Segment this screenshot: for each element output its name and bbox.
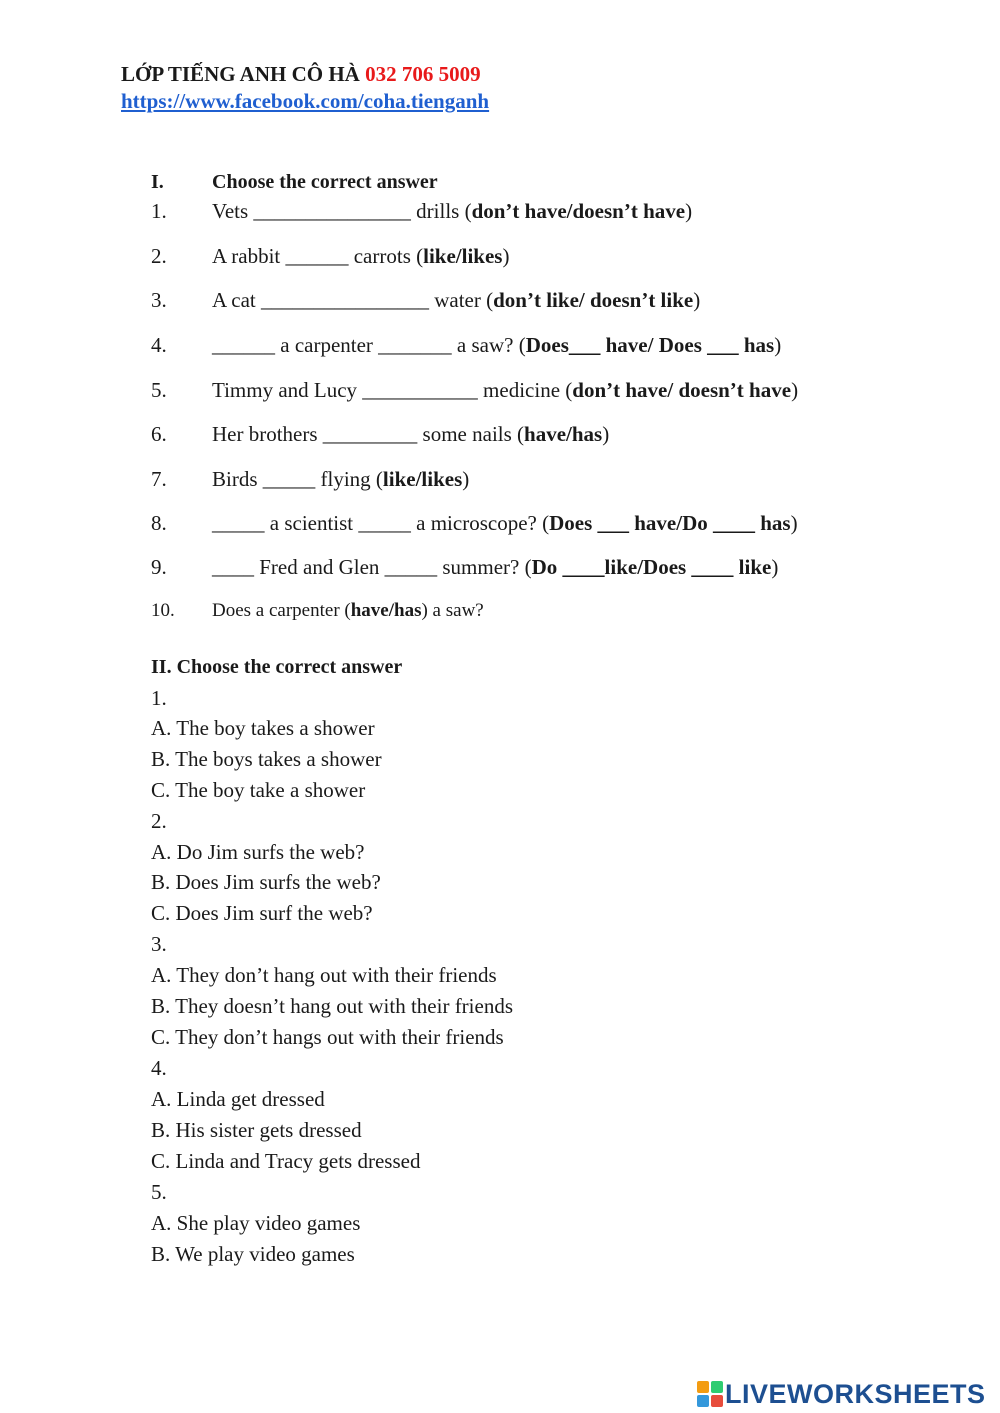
question-text-end: ) (774, 333, 782, 357)
question-text-end: ) a saw? (421, 600, 484, 621)
question-text-end: ) (693, 288, 701, 312)
question-text: Does a carpenter ( (212, 600, 351, 621)
question-row (151, 422, 609, 447)
question-number: 8. (151, 511, 167, 535)
mc-question-number: 4. (151, 1056, 167, 1080)
section-2-title: II. Choose the correct answer (151, 656, 403, 678)
question-options: like/likes (423, 244, 503, 268)
question-options: don’t have/ doesn’t have (572, 378, 792, 402)
question-number: 1. (151, 199, 167, 223)
question-row (151, 467, 469, 492)
question-row (151, 600, 484, 622)
mc-option: A. The boy takes a shower (151, 716, 375, 740)
logo-square (697, 1381, 709, 1393)
question-text: A rabbit ______ carrots ( (212, 244, 424, 268)
question-number: 3. (151, 288, 167, 312)
question-options: like/likes (382, 467, 463, 491)
question-text-end: ) (462, 467, 470, 491)
question-number: 9. (151, 555, 167, 579)
mc-option: A. She play video games (151, 1211, 361, 1235)
question-text-end: ) (502, 244, 510, 268)
phone-number: 032 706 5009 (365, 62, 481, 86)
mc-option: C. Does Jim surf the web? (151, 901, 373, 925)
mc-question-number: 1. (151, 686, 167, 710)
mc-question-number: 2. (151, 809, 167, 833)
logo-square (697, 1395, 709, 1407)
question-text-end: ) (685, 199, 693, 223)
question-options: Do ____like/Does ____ like (531, 555, 772, 579)
question-text: _____ a scientist _____ a microscope? ( (212, 511, 550, 535)
question-row (151, 199, 692, 224)
section-1-title (151, 171, 438, 194)
question-options: don’t have/doesn’t have (471, 199, 686, 223)
logo-text: LIVEWORKSHEETS (725, 1378, 986, 1409)
section-1-numeral: I. (151, 171, 164, 193)
mc-option: B. They doesn’t hang out with their friends (151, 994, 514, 1018)
question-number: 10. (151, 600, 175, 621)
question-number: 7. (151, 467, 167, 491)
question-options: don’t like/ doesn’t like (493, 288, 694, 312)
logo-square (711, 1381, 723, 1393)
mc-option: C. The boy take a shower (151, 778, 366, 802)
liveworksheets-logo[interactable] (697, 1378, 986, 1410)
question-options: have/has (524, 422, 603, 446)
question-row (151, 378, 798, 403)
mc-question-number: 5. (151, 1180, 167, 1204)
question-text: Timmy and Lucy ___________ medicine ( (212, 378, 573, 402)
question-text: Vets _______________ drills ( (212, 199, 472, 223)
question-row (151, 555, 778, 580)
question-options: Does ___ have/Do ____ has (549, 511, 791, 535)
question-number: 2. (151, 244, 167, 268)
mc-question-number: 3. (151, 932, 167, 956)
question-text-end: ) (791, 378, 799, 402)
mc-option: B. Does Jim surfs the web? (151, 870, 381, 894)
question-row (151, 333, 781, 358)
question-text: Birds _____ flying ( (212, 467, 383, 491)
mc-option: A. They don’t hang out with their friends (151, 963, 497, 987)
question-text-end: ) (771, 555, 779, 579)
facebook-link[interactable]: https://www.facebook.com/coha.tienganh (121, 89, 490, 113)
question-number: 5. (151, 378, 167, 402)
logo-square (711, 1395, 723, 1407)
question-text: ______ a carpenter _______ a saw? ( (212, 333, 526, 357)
question-text: ____ Fred and Glen _____ summer? ( (212, 555, 532, 579)
school-name: LỚP TIẾNG ANH CÔ HÀ (121, 62, 360, 86)
section-1-heading: Choose the correct answer (212, 171, 438, 193)
mc-option: C. Linda and Tracy gets dressed (151, 1149, 421, 1173)
question-text-end: ) (602, 422, 610, 446)
mc-option: B. The boys takes a shower (151, 747, 382, 771)
mc-option: B. We play video games (151, 1242, 355, 1266)
liveworksheets-logo-icon (697, 1381, 723, 1407)
question-text: A cat ________________ water ( (212, 288, 494, 312)
mc-option: A. Linda get dressed (151, 1087, 325, 1111)
question-row (151, 511, 798, 536)
question-text-end: ) (790, 511, 798, 535)
question-row (151, 288, 700, 313)
mc-option: B. His sister gets dressed (151, 1118, 362, 1142)
mc-option: A. Do Jim surfs the web? (151, 840, 365, 864)
header-title (121, 62, 481, 87)
question-options: have/has (350, 600, 422, 621)
question-row (151, 244, 509, 269)
question-number: 6. (151, 422, 167, 446)
question-options: Does___ have/ Does ___ has (525, 333, 775, 357)
question-text: Her brothers _________ some nails ( (212, 422, 525, 446)
question-number: 4. (151, 333, 167, 357)
mc-option: C. They don’t hangs out with their friends (151, 1025, 504, 1049)
